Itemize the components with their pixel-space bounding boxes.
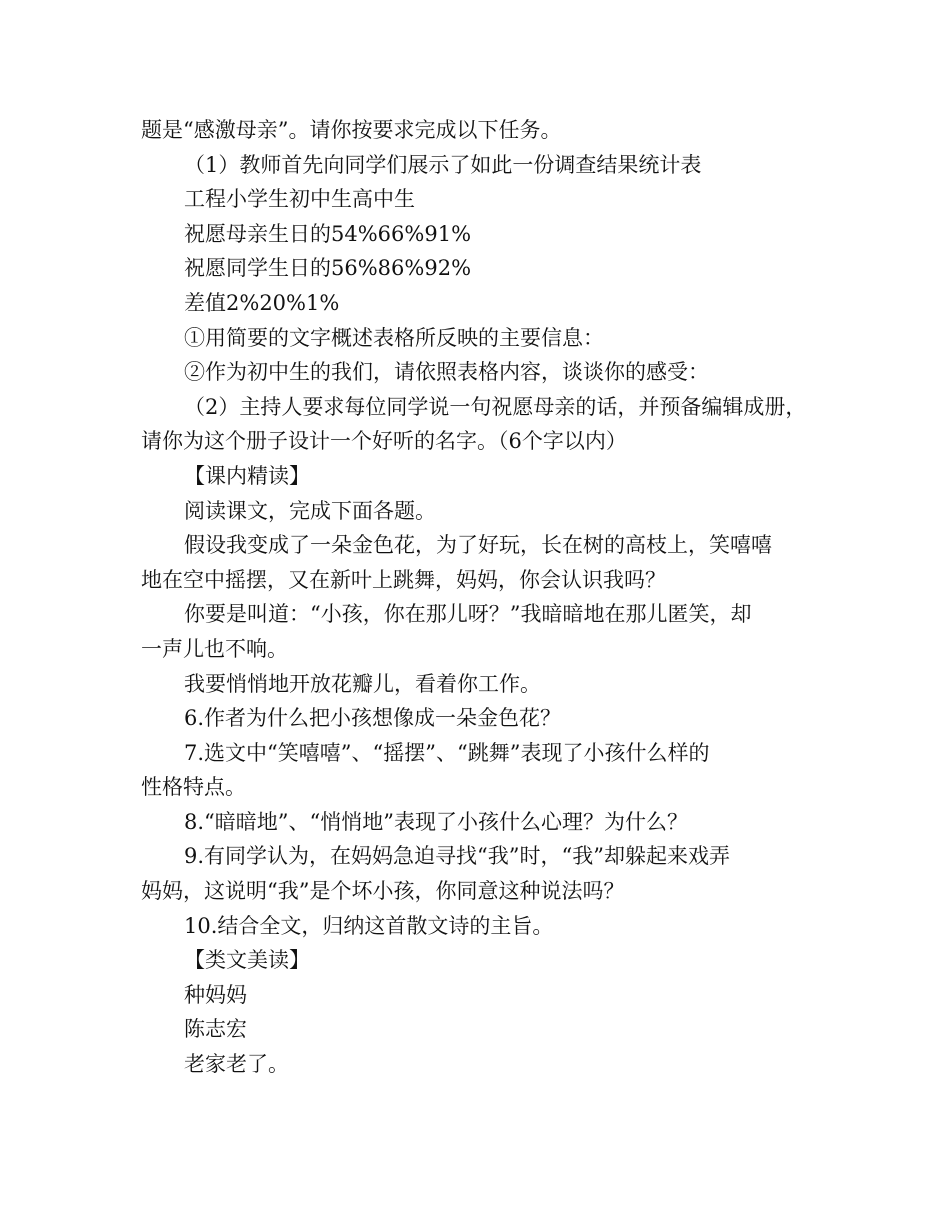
article-first-line: 老家老了。 [184,1052,289,1077]
question-7-line-2: 性格特点。 [141,775,246,800]
reading-instruction: 阅读课文，完成下面各题。 [184,498,436,523]
question-8: 8.“暗暗地”、“悄悄地”表现了小孩什么心理？为什么？ [184,809,688,834]
question-1b: ②作为初中生的我们，请依照表格内容，谈谈你的感受： [184,360,709,385]
task-2-line-2: 请你为这个册子设计一个好听的名字。（6个字以内） [141,429,627,454]
passage-paragraph-3: 我要悄悄地开放花瓣儿，看着你工作。 [184,671,541,696]
passage-paragraph-1-line-1: 假设我变成了一朵金色花，为了好玩，长在树的高枝上，笑嘻嘻 [184,533,772,558]
survey-table-row-difference: 差值2%20%1% [184,290,340,315]
article-title: 种妈妈 [184,982,247,1007]
task-1-intro: （1）教师首先向同学们展示了如此一份调查结果统计表 [184,152,702,177]
text-line-topic-continuation: 题是“感激母亲”。请你按要求完成以下任务。 [141,118,562,142]
question-7-line-1: 7.选文中“笑嘻嘻”、“摇摆”、“跳舞”表现了小孩什么样的 [184,740,710,765]
question-9-line-2: 妈妈，这说明“我”是个坏小孩，你同意这种说法吗？ [141,879,625,904]
section-heading-in-class-reading: 【课内精读】 [184,463,310,488]
task-2-line-1: （2）主持人要求每位同学说一句祝愿母亲的话，并预备编辑成册， [184,394,807,419]
section-heading-similar-reading: 【类文美读】 [184,948,310,973]
document-page [141,113,821,1082]
survey-table-header-row: 工程小学生初中生高中生 [184,187,415,212]
survey-table-row-classmate: 祝愿同学生日的56%86%92% [184,256,472,281]
question-9-line-1: 9.有同学认为，在妈妈急迫寻找“我”时，“我”却躲起来戏弄 [184,844,730,869]
article-author: 陈志宏 [184,1017,247,1042]
passage-paragraph-2-line-1: 你要是叫道：“小孩，你在那儿呀？”我暗暗地在那儿匿笑，却 [184,602,752,627]
question-6: 6.作者为什么把小孩想像成一朵金色花？ [184,706,562,731]
passage-paragraph-2-line-2: 一声儿也不响。 [141,636,288,661]
question-10: 10.结合全文，归纳这首散文诗的主旨。 [184,913,554,938]
question-1a: ①用简要的文字概述表格所反映的主要信息： [184,325,604,350]
survey-table-row-mother: 祝愿母亲生日的54%66%91% [184,221,472,246]
passage-paragraph-1-line-2: 地在空中摇摆，又在新叶上跳舞，妈妈，你会认识我吗？ [141,567,666,592]
